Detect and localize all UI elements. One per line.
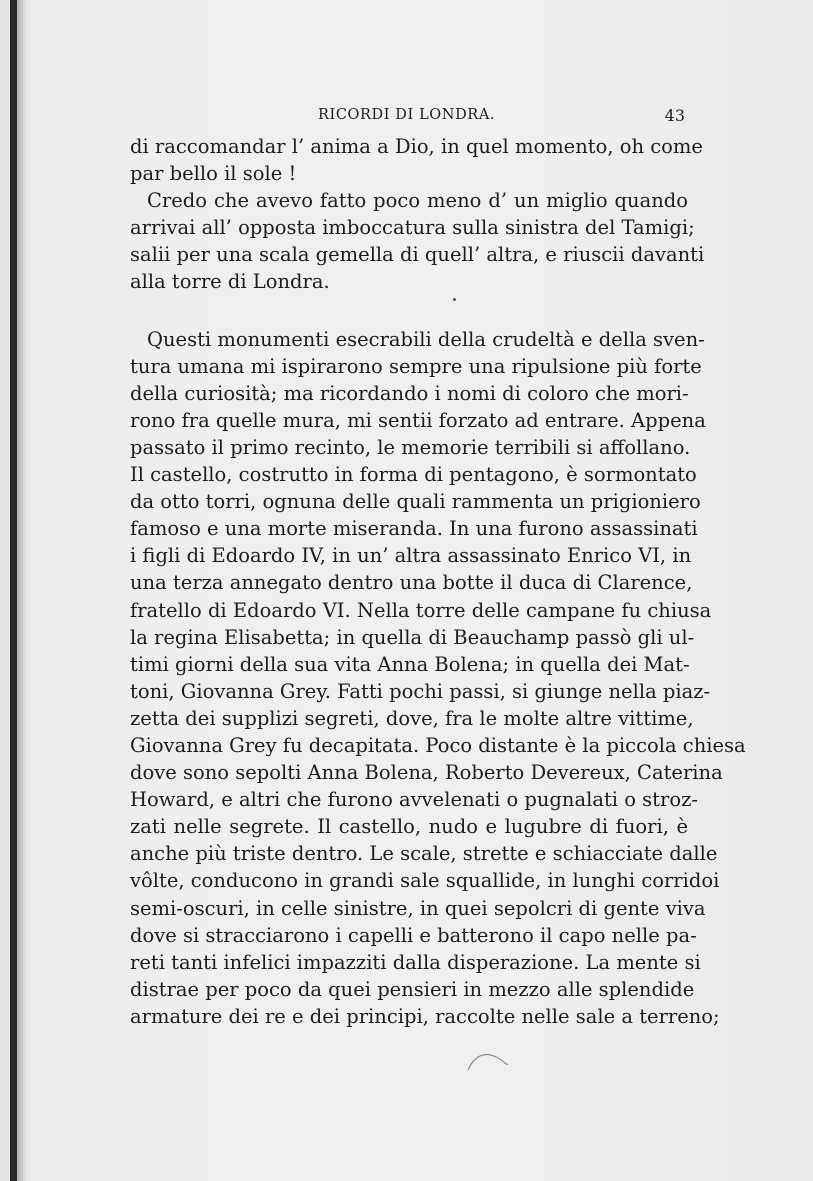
text-line: famoso e una morte miseranda. In una furono assassinati bbox=[130, 517, 698, 541]
text-line: una terza annegato dentro una botte il duca di Clarence, bbox=[130, 571, 693, 595]
text-line: i figli di Edoardo IV, in un’ altra assassinato Enrico VI, in bbox=[130, 544, 692, 568]
running-head bbox=[130, 107, 685, 129]
text-line: zati nelle segrete. Il castello, nudo e lugubre di fuori, è bbox=[130, 815, 688, 839]
running-title: RICORDI DI LONDRA. bbox=[318, 107, 496, 123]
text-line: zetta dei supplizi segreti, dove, fra le molte altre vittime, bbox=[130, 706, 694, 730]
pencil-mark bbox=[466, 1050, 510, 1072]
binding-edge bbox=[10, 0, 17, 1181]
text-line: reti tanti infelici impazziti dalla disperazione. La mente si bbox=[130, 950, 701, 974]
text-line: semi-oscuri, in celle sinistre, in quei sepolcri di gente viva bbox=[130, 896, 706, 920]
text-line: Credo che avevo fatto poco meno d’ un miglio quando bbox=[147, 189, 688, 213]
text-line: Il castello, costrutto in forma di pentagono, è sormontato bbox=[130, 463, 697, 487]
text-line: la regina Elisabetta; in quella di Beauchamp passò gli ul- bbox=[130, 625, 695, 649]
text-line: fratello di Edoardo VI. Nella torre delle campane fu chiusa bbox=[130, 598, 712, 622]
text-line: armature dei re e dei principi, raccolte nelle sale a terreno; bbox=[130, 1004, 720, 1028]
text-line: della curiosità; ma ricordando i nomi di coloro che mori- bbox=[130, 381, 689, 405]
text-line: Giovanna Grey fu decapitata. Poco distante è la piccola chiesa bbox=[130, 733, 746, 757]
section-break bbox=[130, 296, 688, 326]
paragraph bbox=[130, 133, 703, 187]
text-line: passato il primo recinto, le memorie terribili si affollano. bbox=[130, 435, 691, 459]
paragraph bbox=[130, 187, 705, 295]
text-line: di raccomandar l’ anima a Dio, in quel momento, oh come bbox=[130, 135, 703, 158]
text-line: arrivai all’ opposta imboccatura sulla sinistra del Tamigi; bbox=[130, 216, 695, 240]
text-line: anche più triste dentro. Le scale, strette e schiacciate dalle bbox=[130, 842, 718, 866]
text-line: Questi monumenti esecrabili della crudeltà e della sven- bbox=[147, 327, 705, 351]
text-line: dove sono sepolti Anna Bolena, Roberto Devereux, Caterina bbox=[130, 761, 723, 785]
text-line: alla torre di Londra. bbox=[130, 270, 330, 294]
text-line: da otto torri, ognuna delle quali rammenta un prigioniero bbox=[130, 490, 701, 514]
text-line: salii per una scala gemella di quell’ altra, e riuscii davanti bbox=[130, 243, 705, 267]
text-line: Howard, e altri che furono avvelenati o pugnalati o stroz- bbox=[130, 788, 698, 812]
paragraph bbox=[130, 326, 746, 1030]
text-line: rono fra quelle mura, mi sentii forzato ad entrare. Appena bbox=[130, 408, 706, 432]
text-line: timi giorni della sua vita Anna Bolena; in quella dei Mat- bbox=[130, 652, 690, 676]
text-line: vôlte, conducono in grandi sale squallide, in lunghi corridoi bbox=[130, 869, 720, 893]
binding-shadow bbox=[17, 0, 27, 1181]
text-line: distrae per poco da quei pensieri in mezzo alle splendide bbox=[130, 977, 695, 1001]
text-line: dove si stracciarono i capelli e batterono il capo nelle pa- bbox=[130, 923, 697, 947]
page-number: 43 bbox=[664, 106, 685, 125]
ink-speck bbox=[453, 298, 456, 301]
text-line: par bello il sole ! bbox=[130, 162, 297, 186]
body-text bbox=[130, 133, 746, 1030]
text-line: toni, Giovanna Grey. Fatti pochi passi, si giunge nella piaz- bbox=[130, 679, 711, 703]
text-line: tura umana mi ispirarono sempre una ripulsione più forte bbox=[130, 354, 702, 378]
